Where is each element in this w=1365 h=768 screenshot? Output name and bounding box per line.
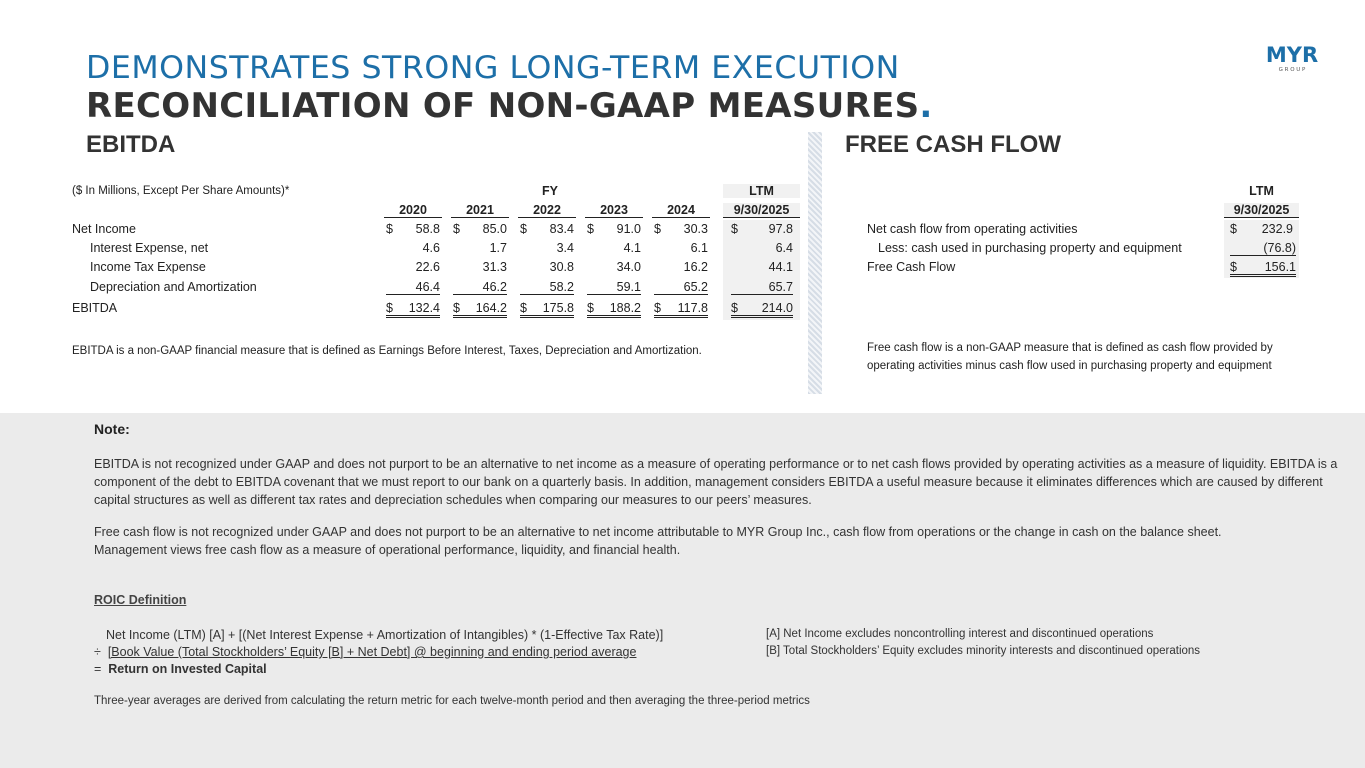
dollar-sign: $ <box>731 222 738 236</box>
cell-value: 58.8 <box>415 222 440 236</box>
roic-result: Return on Invested Capital <box>108 662 267 676</box>
cell-value: 4.6 <box>422 241 440 255</box>
cell-value: 214.0 <box>761 301 793 315</box>
fcf-footnote: Free cash flow is a non-GAAP measure that is defined as cash flow provided by operating activities minus cash flow used in purchasing property and equipment <box>867 342 1273 372</box>
cell-value: 85.0 <box>482 222 507 236</box>
fcf-value: 156.1 <box>1264 260 1296 274</box>
roic-title: ROIC Definition <box>94 593 187 607</box>
fcf-total-cell <box>1230 260 1296 277</box>
fcf-value: 232.9 <box>1261 222 1293 236</box>
cell-value: 16.2 <box>683 260 708 274</box>
dollar-sign: $ <box>386 301 393 315</box>
units-note: ($ In Millions, Except Per Share Amounts)* <box>72 185 290 197</box>
cell-value: 46.2 <box>453 280 507 295</box>
cell-value: 4.1 <box>623 241 641 255</box>
dollar-sign: $ <box>654 301 661 315</box>
fcf-value: (76.8) <box>1230 241 1296 256</box>
title-dot: . <box>919 86 933 126</box>
cell-value: 65.2 <box>654 280 708 295</box>
row-label-income-tax: Income Tax Expense <box>90 260 206 274</box>
cell-value: 31.3 <box>482 260 507 274</box>
cell-value: 30.3 <box>683 222 708 236</box>
footnote-b: [B] Total Stockholders’ Equity excludes minority interests and discontinued operations <box>766 645 1201 657</box>
cell-value: 34.0 <box>616 260 641 274</box>
row-label-interest-expense: Interest Expense, net <box>90 241 209 255</box>
ltm-header: LTM <box>723 184 800 198</box>
fcf-ltm-header: LTM <box>1249 184 1274 198</box>
cell-value: 97.8 <box>768 222 793 236</box>
three-year-note: Three-year averages are derived from calculating the return metric for each twelve-month period and then averaging the three-period metrics <box>94 695 810 707</box>
dollar-sign: $ <box>1230 260 1237 274</box>
cell-value: 6.1 <box>690 241 708 255</box>
logo-main-text: MYR <box>1265 43 1319 67</box>
dollar-sign: $ <box>520 301 527 315</box>
fcf-section-title: FREE CASH FLOW <box>845 131 1061 158</box>
roic-denominator-row <box>94 643 636 661</box>
cell-value: 44.1 <box>768 260 793 274</box>
row-label-depreciation: Depreciation and Amortization <box>90 280 257 294</box>
header-subtitle: DEMONSTRATES STRONG LONG-TERM EXECUTION <box>86 50 900 86</box>
dollar-sign: $ <box>1230 222 1237 236</box>
fcf-row-label: Less: cash used in purchasing property and equipment <box>878 241 1182 255</box>
equals-symbol: = <box>94 662 102 676</box>
cell-value: 58.2 <box>520 280 574 295</box>
note-paragraph-fcf: Free cash flow is not recognized under GAAP and does not purport to be an alternative to net income attributable to MYR Group Inc., cash flow from operations or the change in cash on the balance sheet. Management views free cash flow as a measure of operational performance, liquidity, and financial health. <box>94 525 1222 557</box>
ebitda-section-title: EBITDA <box>86 131 176 158</box>
cell-value: 83.4 <box>549 222 574 236</box>
fy-header: FY <box>542 184 558 198</box>
cell-value: 6.4 <box>775 241 793 255</box>
year-header: 2022 <box>518 203 576 218</box>
ebitda-footnote: EBITDA is a non-GAAP financial measure that is defined as Earnings Before Interest, Taxes, Depreciation and Amortization. <box>72 345 702 357</box>
cell-value: 65.7 <box>731 280 793 295</box>
divide-symbol: ÷ <box>94 645 101 659</box>
dollar-sign: $ <box>587 301 594 315</box>
page-title-text: RECONCILIATION OF NON-GAAP MEASURES <box>86 86 920 126</box>
fcf-row-label: Free Cash Flow <box>867 260 956 274</box>
dollar-sign: $ <box>386 222 393 236</box>
dollar-sign: $ <box>654 222 661 236</box>
cell-value: 188.2 <box>609 301 641 315</box>
cell-value: 91.0 <box>616 222 641 236</box>
logo-sub-text: G R O U P <box>1278 67 1306 72</box>
roic-numerator: Net Income (LTM) [A] + [(Net Interest Expense + Amortization of Intangibles) * (1-Effective Tax Rate)] <box>106 628 664 642</box>
cell-value: 59.1 <box>587 280 641 295</box>
ltm-date-header: 9/30/2025 <box>723 203 800 218</box>
cell-value: 1.7 <box>489 241 507 255</box>
cell-value: 46.4 <box>386 280 440 295</box>
fcf-date-header: 9/30/2025 <box>1224 203 1299 218</box>
fcf-row-label: Net cash flow from operating activities <box>867 222 1078 236</box>
cell-value: 22.6 <box>415 260 440 274</box>
note-title: Note: <box>94 421 130 437</box>
dollar-sign: $ <box>453 222 460 236</box>
year-header: 2020 <box>384 203 442 218</box>
dollar-sign: $ <box>587 222 594 236</box>
dollar-sign: $ <box>520 222 527 236</box>
row-label-net-income: Net Income <box>72 222 136 236</box>
note-paragraph-ebitda: EBITDA is not recognized under GAAP and does not purport to be an alternative to net income as a measure of operating performance or to net cash flows provided by operating activities as a measure of liquidity. EBITDA is a component of the debt to EBITDA covenant that we must report to our bank on a quarterly basis. In addition, management considers EBITDA a useful measure because it eliminates differences which are caused by different capital structures as well as different tax rates and depreciation schedules when comparing our measures to our peers’ measures. <box>94 457 1338 507</box>
row-label-ebitda: EBITDA <box>72 301 118 315</box>
cell-value: 30.8 <box>549 260 574 274</box>
roic-denominator: [Book Value (Total Stockholders’ Equity [B] + Net Debt] @ beginning and ending period average <box>107 645 637 659</box>
dollar-sign: $ <box>453 301 460 315</box>
cell-value: 175.8 <box>542 301 574 315</box>
roic-result-row <box>94 660 267 678</box>
cell-value: 3.4 <box>556 241 574 255</box>
cell-value: 164.2 <box>475 301 507 315</box>
year-header: 2023 <box>585 203 643 218</box>
cell-value: 117.8 <box>677 301 708 315</box>
year-header: 2021 <box>451 203 509 218</box>
cell-value: 132.4 <box>408 301 440 315</box>
dollar-sign: $ <box>731 301 738 315</box>
year-header: 2024 <box>652 203 710 218</box>
footnote-a: [A] Net Income excludes noncontrolling interest and discontinued operations <box>766 628 1154 640</box>
